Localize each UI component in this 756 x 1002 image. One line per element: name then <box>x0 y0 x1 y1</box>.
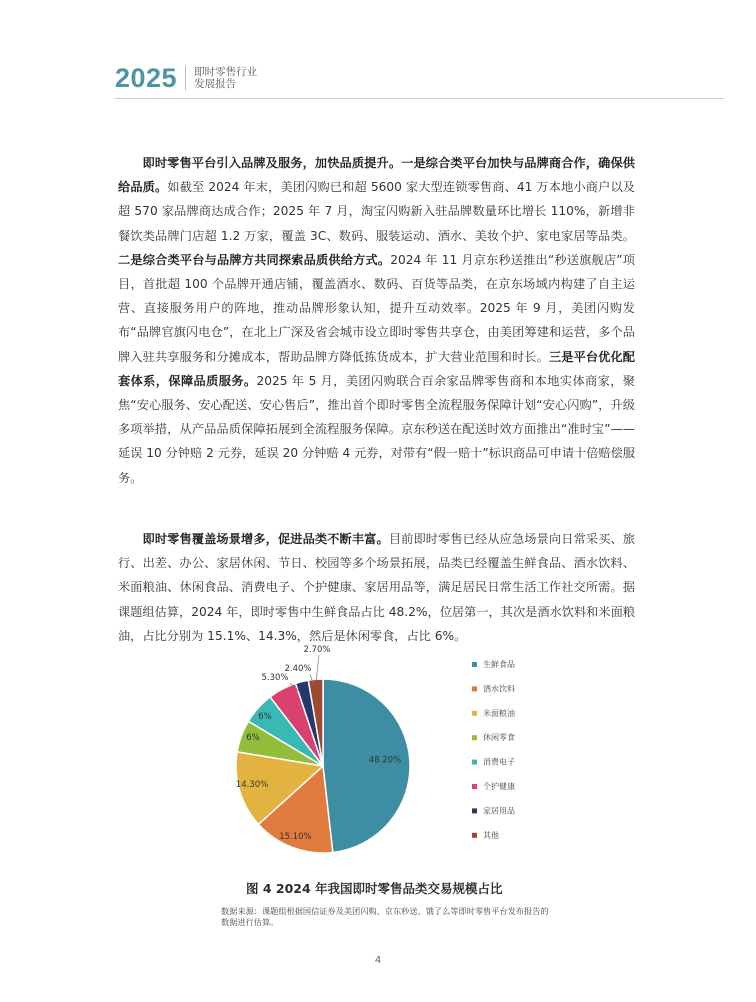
slice-label-3: 6% <box>246 733 260 743</box>
p2-run-1: 目前即时零售已经从应急场景向日常采买、旅行、出差、办公、家居休闲、节日、校园等多个场景拓展，品类已经覆盖生鲜食品、酒水饮料、米面粮油、休闲食品、消费电子、个护健康、家居用品等，满足居民日常生活工作社交所需。据课题组估算，2024 年，即时零售中生鲜食品占比 48.2%，位居第一，其次是酒水饮料和米面粮油，占比分别为 15.1%、14.3%，然后是休闲零食，占比 6%。 <box>118 532 636 643</box>
pie-slice-0 <box>323 679 410 852</box>
slice-label-5: 5.30% <box>261 673 289 683</box>
page-number: 4 <box>374 955 382 966</box>
slice-label-1: 15.10% <box>279 831 312 842</box>
header-year: 2025 <box>115 62 178 93</box>
legend-swatch-4 <box>472 760 477 765</box>
legend-label-3: 休闲零食 <box>483 733 515 743</box>
p1-run-5: 2025 年 5 月，美团闪购联合百余家品牌零售商和本地实体商家，聚焦“安心服务、安心配送、安心售后”，推出首个即时零售全流程服务保障计划“安心闪购”，升级多项举措，从产品品质保障拓展到全流程服务保障。京东秒送在配送时效方面推出“准时宝”——延误 10 分钟赔 2 元券，延误 20 分钟赔 4 元券，对带有“假一赔十”标识商品可申请十倍赔偿服务。 <box>118 373 635 485</box>
legend-swatch-3 <box>472 735 477 740</box>
legend-label-0: 生鲜食品 <box>483 660 515 669</box>
legend-label-6: 家居用品 <box>483 806 515 816</box>
legend-swatch-0 <box>472 662 477 667</box>
legend-swatch-2 <box>472 711 477 716</box>
legend-swatch-5 <box>472 784 477 789</box>
legend-label-4: 消费电子 <box>483 757 515 767</box>
legend-swatch-6 <box>472 808 477 813</box>
legend-label-1: 酒水饮料 <box>483 684 515 694</box>
header-line-1: 即时零售行业 <box>194 66 258 78</box>
p1-run-3: 2024 年 11 月京东秒送推出“秒送旗舰店”项目，首批超 100 个品牌开通店铺，覆盖酒水、数码、百货等品类，在京东场域内构建了自主运营、直接服务用户的阵地，推动品牌形象认知，提升互动效率。2025 年 9 月，美团闪购发布“品牌官旗闪电仓”，在北上广深及省会城市设立即时零售共享仓，由美团筹建和运营，多个品牌入驻共享服务和分摊成本，帮助品牌方降低拣货成本，扩大营业范围和时长。 <box>118 252 635 364</box>
slice-label-4: 6% <box>258 712 272 722</box>
slice-label-0: 48.20% <box>368 755 402 766</box>
figure-source-note: 数据来源：课题组根据国信证券及美团闪购、京东秒送、饿了么等即时零售平台发布报告的数据进行估算。 <box>221 906 549 927</box>
legend-label-7: 其他 <box>483 830 499 840</box>
figure-caption: 图 4 2024 年我国即时零售品类交易规模占比 <box>246 881 503 896</box>
header-line-2: 发展报告 <box>194 78 237 90</box>
slice-label-6: 2.40% <box>284 664 312 674</box>
p1-run-4: 三是平台优化配套体系，保障品质服务。 <box>118 349 635 388</box>
p1-run-2: 二是综合类平台与品牌方共同探索品质供给方式。 <box>118 252 391 267</box>
legend-label-2: 米面粮油 <box>483 708 515 718</box>
legend-swatch-1 <box>472 686 477 691</box>
p1-run-1: 如截至 2024 年末，美团闪购已和超 5600 家大型连锁零售商、41 万本地小商户以及超 570 家品牌商达成合作；2025 年 7 月，淘宝闪购新入驻品牌数量环比增长 110%，新增非餐饮类品牌门店超 1.2 万家，覆盖 3C、数码、服装运动、酒水、美妆个护、家电家居等品类。 <box>118 180 635 243</box>
legend-label-5: 个护健康 <box>483 782 515 791</box>
p1-run-0: 即时零售平台引入品牌及服务，加快品质提升。一是综合类平台加快与品牌商合作，确保供给品质。 <box>118 156 635 195</box>
p2-run-0: 即时零售覆盖场景增多，促进品类不断丰富。 <box>142 532 389 546</box>
leader-line-7 <box>316 655 319 682</box>
legend-swatch-7 <box>472 833 477 838</box>
slice-label-7: 2.70% <box>303 645 331 655</box>
slice-label-2: 14.30% <box>235 779 269 790</box>
